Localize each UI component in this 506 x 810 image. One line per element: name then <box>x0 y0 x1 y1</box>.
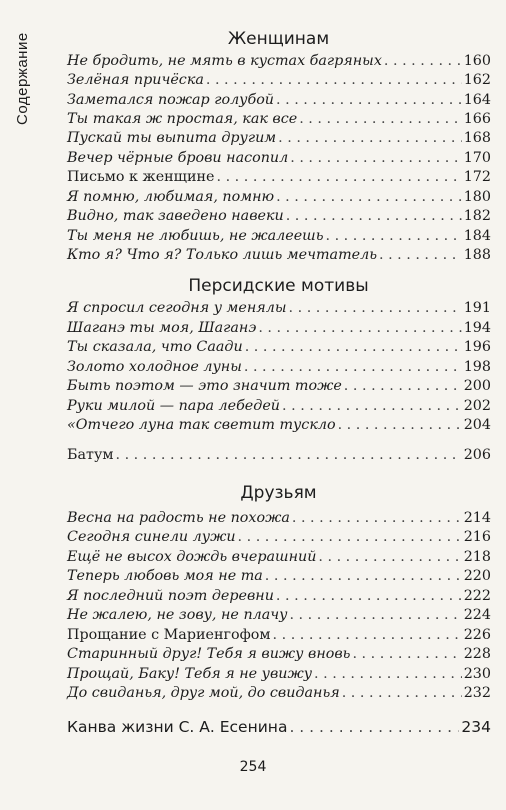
toc-entry-page: 226 <box>463 627 491 643</box>
toc-entry-title: Пускай ты выпита другим <box>67 130 277 146</box>
page-number: 254 <box>239 759 267 775</box>
toc-entry-title: Не бродить, не мять в кустах багряных <box>67 53 382 69</box>
toc-entry-page: 182 <box>463 208 491 224</box>
toc-entry-page: 214 <box>463 510 491 526</box>
toc-entry[interactable] <box>67 339 491 359</box>
toc-entry-page: 202 <box>463 398 491 414</box>
leader-dots <box>342 685 462 701</box>
leader-dots <box>206 72 462 88</box>
leader-dots <box>282 398 462 414</box>
toc-entry[interactable] <box>67 111 491 131</box>
toc-entry-title: Я помню, любимая, помню <box>67 189 275 205</box>
toc-entry-page: 160 <box>463 53 491 69</box>
leader-dots <box>238 529 462 545</box>
toc-entry[interactable] <box>67 92 491 112</box>
toc-entry[interactable] <box>67 320 491 340</box>
toc-entry-title: Старинный друг! Тебя я вижу вновь <box>67 646 351 662</box>
toc-entry-title: До свиданья, друг мой, до свиданья <box>67 685 340 701</box>
toc-entry-page: 216 <box>463 529 491 545</box>
toc-entry-page: 228 <box>463 646 491 662</box>
toc-entry[interactable] <box>67 300 491 320</box>
toc-entry-title: Шаганэ ты моя, Шаганэ <box>67 320 257 336</box>
leader-dots <box>244 359 462 375</box>
leader-dots <box>278 130 462 146</box>
toc-entry-page: 196 <box>463 339 491 355</box>
toc-entry-title: Быть поэтом — это значит тоже <box>67 378 342 394</box>
toc-entry[interactable] <box>67 646 491 666</box>
toc-entry-page: 164 <box>463 92 491 108</box>
leader-dots <box>289 607 461 623</box>
toc-entry[interactable] <box>67 685 491 705</box>
leader-dots <box>299 111 461 127</box>
toc-entry-title: Прощание с Мариенгофом <box>67 627 271 643</box>
toc-entry-title: Кто я? Что я? Только лишь мечтатель <box>67 247 377 263</box>
toc-entry-title: Я последний поэт деревни <box>67 588 274 604</box>
leader-dots <box>379 247 462 263</box>
toc-entry[interactable] <box>67 169 491 189</box>
toc-entry-title: Вечер чёрные брови насопил <box>67 150 289 166</box>
toc-entry-title: Ты такая ж простая, как все <box>67 111 298 127</box>
toc-entry-page: 222 <box>463 588 491 604</box>
toc-entry[interactable] <box>67 247 491 267</box>
toc-entry[interactable] <box>67 627 491 647</box>
toc-entry[interactable] <box>67 568 491 588</box>
toc-entry-page: 172 <box>463 169 491 185</box>
toc-entry-page: 234 <box>461 718 491 736</box>
toc-entry-title: Теперь любовь моя не та <box>67 568 263 584</box>
toc-entry-title: Ещё не высох дождь вчерашний <box>67 549 317 565</box>
toc-entry-title: Ты сказала, что Саади <box>67 339 243 355</box>
leader-dots <box>276 92 462 108</box>
toc-entry[interactable] <box>67 588 491 608</box>
toc-entry-page: 170 <box>463 150 491 166</box>
toc-entry[interactable] <box>67 510 491 530</box>
toc-entry-page: 230 <box>463 666 491 682</box>
toc-entry[interactable] <box>67 189 491 209</box>
leader-dots <box>318 549 461 565</box>
toc-entry-title: «Отчего луна так светит тускло <box>67 417 336 433</box>
toc-entry-page: 162 <box>463 72 491 88</box>
toc-entry-page: 180 <box>463 189 491 205</box>
toc-entry[interactable] <box>67 228 491 248</box>
leader-dots <box>245 339 462 355</box>
leader-dots <box>292 510 462 526</box>
toc-entry-page: 188 <box>463 247 491 263</box>
running-head: Содержание <box>14 32 31 125</box>
toc-entry-page: 184 <box>463 228 491 244</box>
toc-entry[interactable] <box>67 130 491 150</box>
toc-entry[interactable] <box>67 378 491 398</box>
toc-entry-page: 191 <box>463 300 491 316</box>
leader-dots <box>217 169 462 185</box>
leader-dots <box>384 53 462 69</box>
toc-entry-title: Сегодня синели лужи <box>67 529 236 545</box>
toc-entry-title: Прощай, Баку! Тебя я не увижу <box>67 666 313 682</box>
toc-entry-title: Я спросил сегодня у менялы <box>67 300 287 316</box>
toc-entry[interactable] <box>67 549 491 569</box>
leader-dots <box>265 568 462 584</box>
leader-dots <box>286 208 462 224</box>
leader-dots <box>276 588 462 604</box>
toc-entry-title: Весна на радость не похожа <box>67 510 290 526</box>
toc-entry-page: 168 <box>463 130 491 146</box>
leader-dots <box>273 627 462 643</box>
toc-entry-page: 218 <box>463 549 491 565</box>
toc-entry-batum[interactable] <box>67 447 491 467</box>
toc-entry[interactable] <box>67 53 491 73</box>
toc-entry-page: 200 <box>463 378 491 394</box>
toc-entry-page: 232 <box>463 685 491 701</box>
toc-entry-page: 204 <box>463 417 491 433</box>
toc-entry[interactable] <box>67 398 491 418</box>
toc-entry[interactable] <box>67 72 491 92</box>
toc-entry-page: 198 <box>463 359 491 375</box>
leader-dots <box>289 718 459 736</box>
toc-entry-title: Золото холодное луны <box>67 359 242 375</box>
toc-entry-title: Письмо к женщине <box>67 169 215 185</box>
section-title-women: Женщинам <box>227 29 330 49</box>
toc-entry-title: Зелёная причёска <box>67 72 204 88</box>
leader-dots <box>276 189 462 205</box>
toc-entry-title: Не жалею, не зову, не плачу <box>67 607 288 623</box>
toc-entry-page: 194 <box>463 320 491 336</box>
leader-dots <box>115 447 461 463</box>
toc-entry-page: 206 <box>463 447 491 463</box>
leader-dots <box>289 300 462 316</box>
toc-entry-chronology[interactable] <box>67 718 491 738</box>
toc-entry-page: 166 <box>463 111 491 127</box>
toc-entry-page: 220 <box>463 568 491 584</box>
toc-entry-title: Канва жизни С. А. Есенина <box>67 718 288 736</box>
toc-entry[interactable] <box>67 208 491 228</box>
toc-entry-title: Руки милой — пара лебедей <box>67 398 281 414</box>
toc-entry-title: Батум <box>67 447 114 463</box>
toc-entry-title: Заметался пожар голубой <box>67 92 275 108</box>
toc-entry[interactable] <box>67 529 491 549</box>
leader-dots <box>325 228 461 244</box>
leader-dots <box>352 646 461 662</box>
toc-entry[interactable] <box>67 666 491 686</box>
toc-entry[interactable] <box>67 359 491 379</box>
toc-entry[interactable] <box>67 417 491 437</box>
toc-entry-page: 224 <box>463 607 491 623</box>
section-title-friends: Друзьям <box>240 483 317 503</box>
leader-dots <box>258 320 461 336</box>
leader-dots <box>344 378 462 394</box>
leader-dots <box>314 666 462 682</box>
section-title-persian-motifs: Персидские мотивы <box>188 276 369 296</box>
toc-entry[interactable] <box>67 150 491 170</box>
leader-dots <box>338 417 462 433</box>
toc-entry-title: Видно, так заведено навеки <box>67 208 284 224</box>
toc-entry-title: Ты меня не любишь, не жалеешь <box>67 228 324 244</box>
leader-dots <box>290 150 461 166</box>
toc-entry[interactable] <box>67 607 491 627</box>
